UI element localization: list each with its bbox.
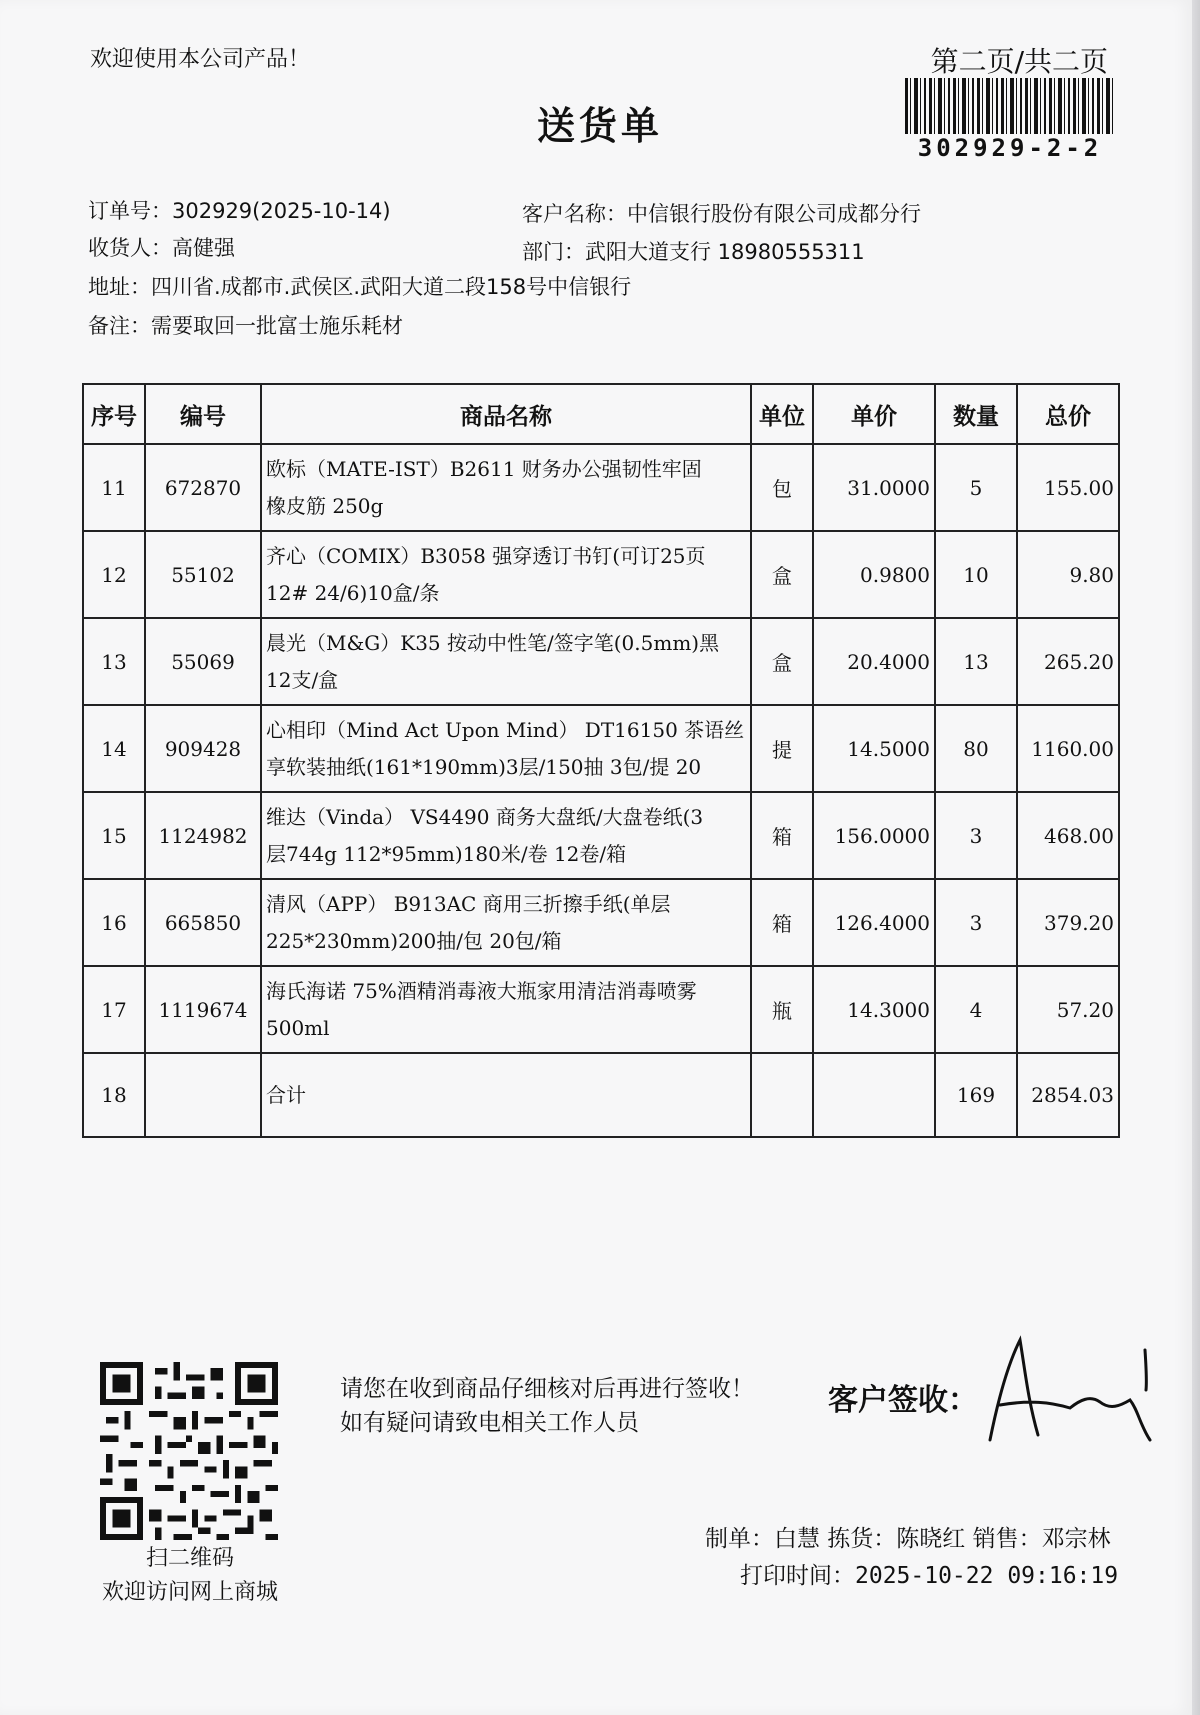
table-row xyxy=(83,444,1119,531)
customer-name: 客户名称：中信银行股份有限公司成都分行 xyxy=(522,202,921,226)
remark: 备注：需要取回一批富士施乐耗材 xyxy=(88,314,403,338)
welcome-text: 欢迎使用本公司产品！ xyxy=(90,47,311,72)
row-product-name xyxy=(261,531,751,618)
header-quantity: 数量 xyxy=(935,384,1017,444)
total-code-empty xyxy=(145,1053,261,1137)
table-row xyxy=(83,531,1119,618)
row-unit-price: 14.5000 xyxy=(813,705,935,792)
row-unit-price: 31.0000 xyxy=(813,444,935,531)
row-unit: 盒 xyxy=(751,531,813,618)
row-seq: 14 xyxy=(83,705,145,792)
row-quantity: 3 xyxy=(935,792,1017,879)
product-name-line-2: 橡皮筋 250g xyxy=(266,493,384,518)
row-total: 468.00 xyxy=(1017,792,1119,879)
row-quantity: 5 xyxy=(935,444,1017,531)
product-name-line-2: 12# 24/6)10盒/条 xyxy=(266,580,440,605)
row-unit: 箱 xyxy=(751,879,813,966)
product-name-line-1: 清风（APP） B913AC 商用三折擦手纸(单层 xyxy=(266,891,671,916)
print-time-label: 打印时间： xyxy=(740,1563,855,1589)
product-name-line-2: 225*230mm)200抽/包 20包/箱 xyxy=(266,928,562,953)
row-seq: 15 xyxy=(83,792,145,879)
row-unit-price: 126.4000 xyxy=(813,879,935,966)
staff-info: 制单：白慧 拣货：陈晓红 销售：邓宗林 xyxy=(705,1526,1111,1552)
row-quantity: 80 xyxy=(935,705,1017,792)
row-code: 55069 xyxy=(145,618,261,705)
table-header-row xyxy=(83,384,1119,444)
total-label: 合计 xyxy=(261,1053,751,1137)
product-name-line-1: 心相印（Mind Act Upon Mind） DT16150 茶语丝 xyxy=(266,717,745,742)
row-product-name xyxy=(261,879,751,966)
table-row xyxy=(83,879,1119,966)
row-seq: 11 xyxy=(83,444,145,531)
table-row xyxy=(83,705,1119,792)
product-name-line-2: 享软装抽纸(161*190mm)3层/150抽 3包/提 20 xyxy=(266,754,702,779)
row-seq: 16 xyxy=(83,879,145,966)
row-product-name xyxy=(261,966,751,1053)
qr-caption-line-2: 欢迎访问网上商城 xyxy=(101,1580,278,1605)
row-unit-price: 0.9800 xyxy=(813,531,935,618)
row-code: 55102 xyxy=(145,531,261,618)
row-unit-price: 156.0000 xyxy=(813,792,935,879)
product-name-line-1: 齐心（COMIX）B3058 强穿透订书钉(可订25页 xyxy=(266,543,706,568)
product-name-line-1: 晨光（M&G）K35 按动中性笔/签字笔(0.5mm)黑 xyxy=(266,630,720,655)
total-amount: 2854.03 xyxy=(1017,1053,1119,1137)
product-name-line-1: 维达（Vinda） VS4490 商务大盘纸/大盘卷纸(3 xyxy=(266,804,704,829)
row-seq: 12 xyxy=(83,531,145,618)
page-indicator: 第二页/共二页 xyxy=(930,45,1108,78)
row-total: 379.20 xyxy=(1017,879,1119,966)
row-quantity: 4 xyxy=(935,966,1017,1053)
table-row xyxy=(83,792,1119,879)
product-name-line-1: 海氏海诺 75%酒精消毒液大瓶家用清洁消毒喷雾 xyxy=(266,978,697,1003)
header-unit-price: 单价 xyxy=(813,384,935,444)
row-product-name xyxy=(261,705,751,792)
print-time xyxy=(740,1557,1118,1590)
customer-sign-label: 客户签收： xyxy=(828,1383,978,1418)
row-unit: 瓶 xyxy=(751,966,813,1053)
department: 部门：武阳大道支行 18980555311 xyxy=(522,240,865,264)
row-total: 1160.00 xyxy=(1017,705,1119,792)
handwritten-signature xyxy=(980,1330,1160,1460)
document-title: 送货单 xyxy=(536,104,663,148)
row-unit: 盒 xyxy=(751,618,813,705)
row-unit: 包 xyxy=(751,444,813,531)
qr-caption-line-1: 扫二维码 xyxy=(145,1546,234,1571)
product-name-line-2: 12支/盒 xyxy=(266,667,339,692)
product-name-line-2: 层744g 112*95mm)180米/卷 12卷/箱 xyxy=(266,841,627,866)
row-total: 265.20 xyxy=(1017,618,1119,705)
barcode xyxy=(905,78,1115,134)
header-code: 编号 xyxy=(145,384,261,444)
row-product-name xyxy=(261,444,751,531)
row-unit-price: 20.4000 xyxy=(813,618,935,705)
product-name-line-1: 欧标（MATE-IST）B2611 财务办公强韧性牢固 xyxy=(266,456,702,481)
row-code: 909428 xyxy=(145,705,261,792)
row-seq: 17 xyxy=(83,966,145,1053)
row-quantity: 10 xyxy=(935,531,1017,618)
total-price-empty xyxy=(813,1053,935,1137)
row-total: 57.20 xyxy=(1017,966,1119,1053)
barcode-number: 302929-2-2 xyxy=(917,134,1103,162)
row-quantity: 3 xyxy=(935,879,1017,966)
row-unit: 提 xyxy=(751,705,813,792)
row-code: 1119674 xyxy=(145,966,261,1053)
address: 地址：四川省.成都市.武侯区.武阳大道二段158号中信银行 xyxy=(88,275,632,299)
receipt-notice: 请您在收到商品仔细核对后再进行签收！如有疑问请致电相关工作人员 xyxy=(340,1376,754,1436)
table-row xyxy=(83,618,1119,705)
total-unit-empty xyxy=(751,1053,813,1137)
qr-code-icon xyxy=(100,1362,278,1540)
paper-edge xyxy=(1192,0,1200,1715)
header-product-name: 商品名称 xyxy=(261,384,751,444)
header-unit: 单位 xyxy=(751,384,813,444)
total-seq: 18 xyxy=(83,1053,145,1137)
row-total: 155.00 xyxy=(1017,444,1119,531)
items-table xyxy=(82,383,1120,1138)
row-product-name xyxy=(261,618,751,705)
qr-caption xyxy=(70,1542,310,1610)
row-code: 1124982 xyxy=(145,792,261,879)
row-product-name xyxy=(261,792,751,879)
row-seq: 13 xyxy=(83,618,145,705)
total-quantity: 169 xyxy=(935,1053,1017,1137)
table-row xyxy=(83,966,1119,1053)
header-total: 总价 xyxy=(1017,384,1119,444)
row-quantity: 13 xyxy=(935,618,1017,705)
product-name-line-2: 500ml xyxy=(266,1015,330,1040)
row-code: 665850 xyxy=(145,879,261,966)
row-total: 9.80 xyxy=(1017,531,1119,618)
header-seq: 序号 xyxy=(83,384,145,444)
row-unit-price: 14.3000 xyxy=(813,966,935,1053)
print-time-value: 2025-10-22 09:16:19 xyxy=(855,1563,1119,1589)
order-number: 订单号：302929(2025-10-14) xyxy=(88,199,391,223)
row-code: 672870 xyxy=(145,444,261,531)
row-unit: 箱 xyxy=(751,792,813,879)
total-row xyxy=(83,1053,1119,1137)
receiver: 收货人：高健强 xyxy=(88,236,235,260)
